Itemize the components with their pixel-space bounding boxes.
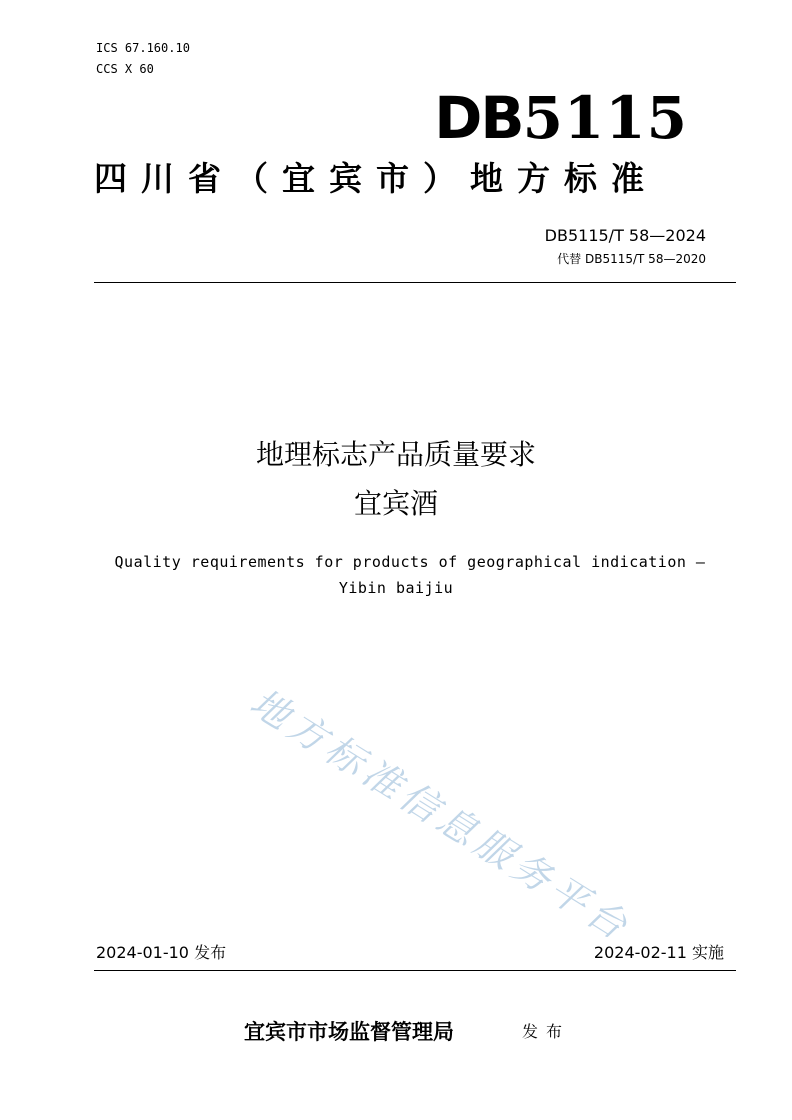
standard-number: DB5115/T 58—2024 — [544, 226, 706, 245]
db-logo-prefix: DB — [434, 84, 523, 152]
ccs-code: CCS X 60 — [96, 62, 154, 76]
title-cn-line1: 地理标志产品质量要求 — [255, 438, 536, 471]
implementation-date: 2024-02-11 实施 — [593, 943, 724, 962]
title-en-line1: Quality requirements for products of geographical indication — — [114, 553, 706, 571]
watermark: 地方标准信息服务平台 — [242, 680, 640, 951]
bottom-divider — [94, 970, 736, 971]
issue-date: 2024-01-10 发布 — [96, 943, 227, 962]
top-divider — [94, 282, 736, 283]
publish-label: 发布 — [522, 1022, 571, 1041]
db-logo-code: 5115 — [522, 84, 688, 152]
ics-code: ICS 67.160.10 — [96, 41, 190, 55]
province-standard-title: 四川省（宜宾市）地方标准 — [94, 159, 658, 198]
publisher: 宜宾市市场监督管理局 — [244, 1020, 454, 1044]
db-logo — [434, 86, 688, 150]
title-cn-line2: 宜宾酒 — [353, 487, 438, 520]
replaces-standard: 代替 DB5115/T 58—2020 — [557, 252, 706, 266]
title-en-line2: Yibin baijiu — [338, 579, 454, 597]
